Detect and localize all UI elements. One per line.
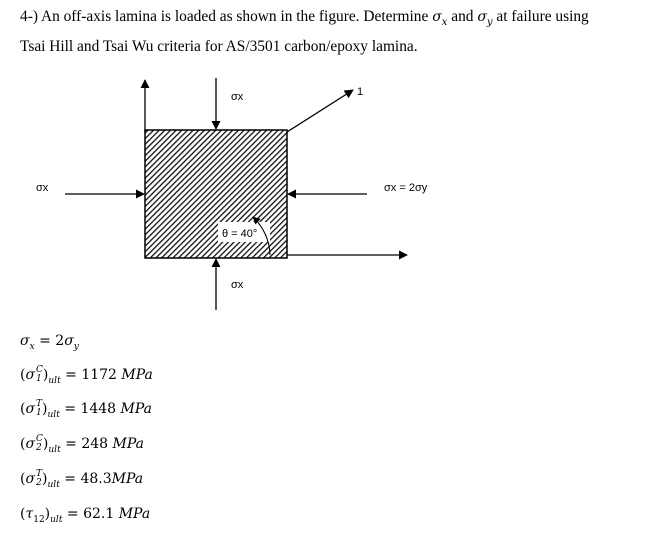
sigma-x-symbol: $\sigma_x$ [432, 9, 448, 28]
equation-tau12: $(\tau_{12})_{ult} = 62.1$ MPa [20, 506, 151, 525]
fiber-axis-label: 1 [357, 86, 364, 98]
top-load-label: σx [231, 91, 244, 103]
equation-sigma1t: (σ T 1 )$_{ult} = 1448$ MPa [20, 399, 153, 420]
problem-text-1: An off-axis lamina is loaded as shown in the figure. Determine [40, 8, 429, 25]
equation-sigma2t: (σ T 2 )$_{ult} = 48.3MPa$ [20, 469, 144, 490]
problem-number: 4-) [20, 8, 38, 25]
left-load-label: σx [36, 182, 49, 194]
right-load-label: σx = 2σy [384, 182, 428, 194]
fiber-axis-arrow [287, 90, 353, 132]
problem-text-2: at failure using [496, 8, 589, 25]
sigma-y-symbol: $\sigma_y$ [477, 9, 493, 28]
problem-text-3: Tsai Hill and Tsai Wu criteria for AS/3501 carbon/epoxy lamina. [20, 37, 418, 55]
equation-sigma2c: (σ C 2 )$_{ult} = 248$ MPa [20, 434, 144, 455]
angle-label: θ = 40° [222, 228, 258, 240]
equation-stress-ratio: $\sigma_x = 2\sigma_y$ [20, 333, 79, 352]
bottom-load-label: σx [231, 279, 244, 291]
and-word: and [451, 8, 474, 25]
equation-sigma1c: (σ C 1 )$_{ult} = 1172$ MPa [20, 365, 153, 386]
